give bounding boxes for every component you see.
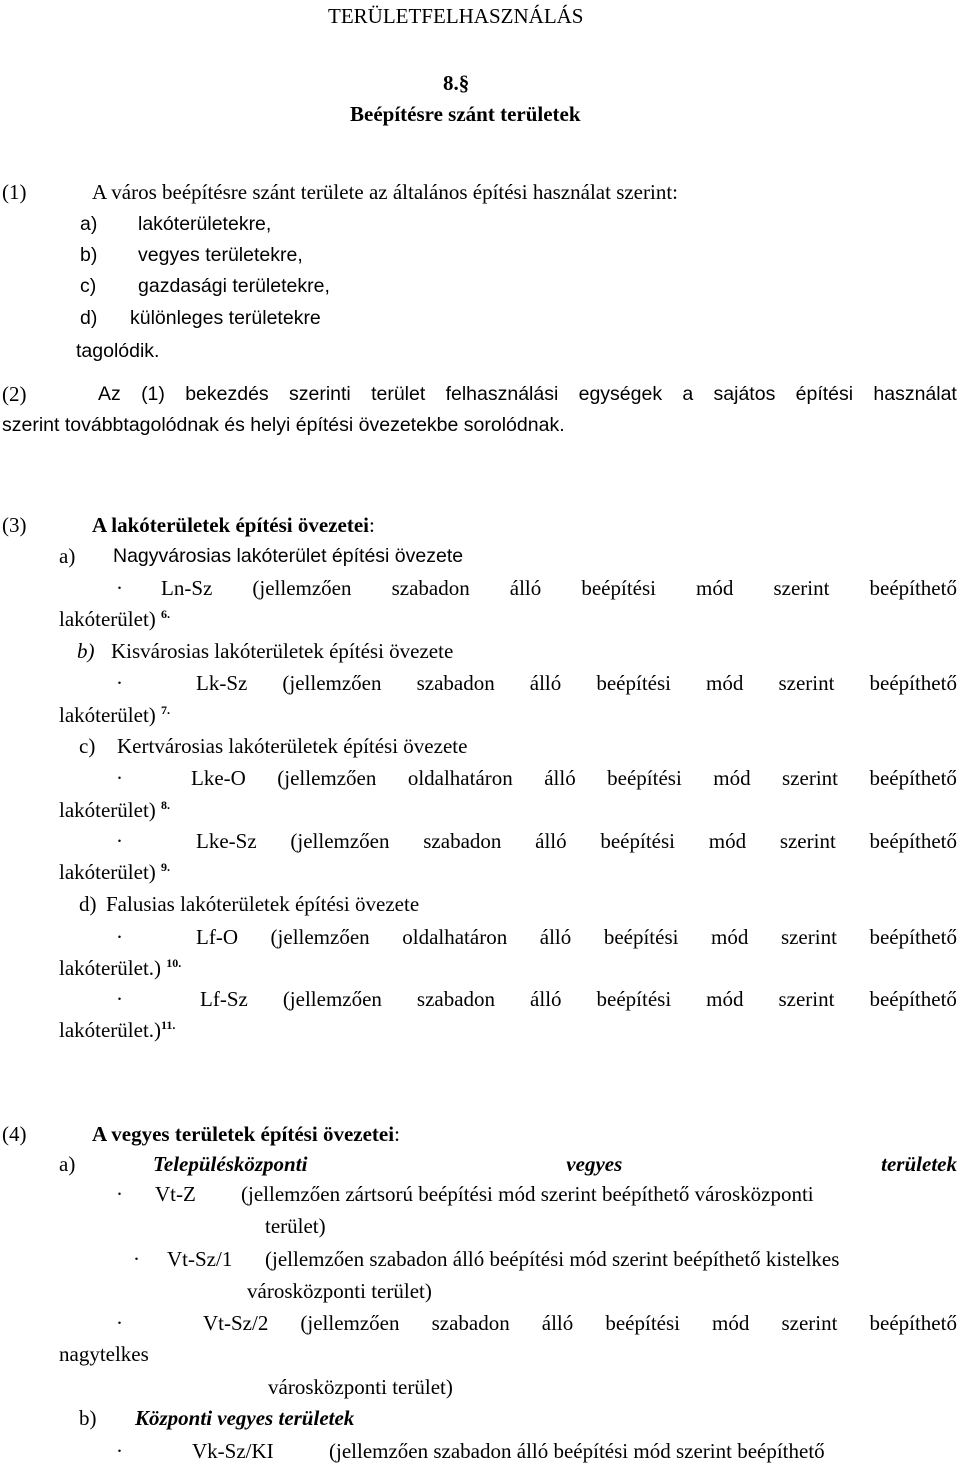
word: egységek	[578, 383, 663, 405]
word: beépíthető	[869, 671, 957, 695]
vksz-code: Vk-Sz/KI	[192, 1439, 274, 1463]
p4-a-line	[153, 1151, 957, 1177]
word: mód	[706, 671, 744, 695]
word: bekezdés	[185, 383, 269, 405]
word: szabadon	[391, 576, 470, 600]
p1-item-b-text: vegyes területekre,	[138, 244, 303, 266]
word: beépíthető	[869, 766, 957, 790]
word: oldalhatáron	[402, 925, 508, 949]
p4-number: (4)	[2, 1122, 27, 1146]
p3-number: (3)	[2, 513, 27, 537]
p3-heading-colon: :	[369, 513, 375, 537]
word: szerint	[782, 766, 838, 790]
p1-item-c-text: gazdasági területekre,	[138, 275, 330, 297]
p4-b-label: b)	[79, 1406, 97, 1430]
p3-d2-line	[200, 986, 957, 1012]
p1-intro: A város beépítésre szánt területe az általános építési használat szerint:	[92, 180, 679, 204]
word: mód	[696, 576, 734, 600]
word: beépítési	[600, 829, 675, 853]
footnote-ref: 6.	[161, 607, 171, 621]
p1-item-b-label: b)	[80, 244, 98, 266]
bullet: ·	[116, 671, 123, 695]
cont-text: lakóterület.)	[59, 956, 162, 980]
vtsz1-cont: városközponti terület)	[247, 1279, 432, 1303]
zone-code: Vt-Sz/2	[203, 1311, 269, 1335]
bullet: ·	[116, 925, 123, 949]
p3-c1-line	[191, 765, 957, 791]
p4-a-label: a)	[59, 1152, 76, 1176]
word: szerint	[779, 829, 836, 853]
word: (jellemzően	[282, 987, 382, 1011]
word: (jellemzően	[270, 925, 370, 949]
cont-text: lakóterület)	[59, 607, 156, 631]
bullet: ·	[116, 1439, 123, 1463]
zone-code: Lke-Sz	[196, 829, 257, 853]
p3-b1-line	[196, 670, 957, 696]
vksz-text: (jellemzően szabadon álló beépítési mód szerint beépíthető	[329, 1439, 825, 1463]
word: (jellemzően	[252, 576, 352, 600]
bullet: ·	[116, 987, 123, 1011]
word: (jellemzően	[277, 766, 377, 790]
zone-code: Ln-Sz	[161, 576, 213, 600]
word: szerint	[781, 1311, 838, 1335]
p3-c-text: Kertvárosias lakóterületek építési övezete	[117, 734, 468, 758]
bullet: ·	[133, 1247, 140, 1271]
vtsz2-cont2: városközponti terület)	[268, 1375, 453, 1399]
footnote-ref: 9.	[161, 860, 171, 874]
word: területek	[881, 1152, 957, 1176]
p3-b-text: Kisvárosias lakóterületek építési övezete	[111, 639, 454, 663]
word: mód	[713, 766, 751, 790]
p2-number: (2)	[2, 382, 27, 406]
bullet: ·	[116, 829, 123, 853]
p3-a-label: a)	[59, 544, 76, 568]
word: szerint	[778, 987, 835, 1011]
word: (jellemzően	[282, 671, 382, 695]
p1-item-a-label: a)	[80, 213, 98, 235]
word: beépítési	[596, 987, 672, 1011]
word: beépíthető	[869, 925, 957, 949]
bullet: ·	[116, 1182, 123, 1206]
zone-code: Lke-O	[191, 766, 246, 790]
vtz-text: (jellemzően zártsorú beépítési mód szerint beépíthető városközponti	[241, 1182, 814, 1206]
word: beépítési	[581, 576, 656, 600]
section-symbol: §	[458, 71, 470, 95]
vtsz1-code: Vt-Sz/1	[167, 1247, 233, 1271]
word: beépítési	[605, 1311, 680, 1335]
word: álló	[509, 576, 542, 600]
word: szerint	[780, 925, 837, 949]
word: beépíthető	[869, 576, 957, 600]
vtsz1-text: (jellemzően szabadon álló beépítési mód szerint beépíthető kistelkes	[265, 1247, 840, 1271]
zone-code: Lf-O	[196, 925, 238, 949]
word: szabadon	[416, 671, 495, 695]
word: beépítési	[596, 671, 671, 695]
footnote-ref: 10.	[166, 956, 182, 970]
p4-b-text: Központi vegyes területek	[135, 1406, 355, 1430]
word: beépíthető	[869, 1311, 957, 1335]
p3-d-label: d)	[79, 892, 97, 916]
p1-item-c-label: c)	[80, 275, 97, 297]
p3-d1-line	[196, 924, 957, 950]
word: mód	[711, 925, 749, 949]
p1-closing: tagolódik.	[76, 340, 160, 362]
p3-a-text: Nagyvárosias lakóterület építési övezete	[113, 545, 464, 567]
p1-item-a-text: lakóterületekre,	[138, 213, 272, 235]
p4-heading	[92, 1121, 400, 1147]
word: szerint	[778, 671, 835, 695]
p3-heading-text: A lakóterületek építési övezetei	[92, 513, 369, 537]
word: beépítési	[603, 925, 679, 949]
word: a	[682, 383, 694, 405]
word: szabadon	[431, 1311, 510, 1335]
word: mód	[712, 1311, 750, 1335]
p3-c2-cont	[59, 859, 170, 885]
p3-d-text: Falusias lakóterületek építési övezete	[106, 892, 420, 916]
bullet: ·	[116, 576, 123, 600]
section-heading: Beépítésre szánt területek	[350, 102, 581, 126]
word: (jellemzően	[300, 1311, 400, 1335]
word: szerinti	[288, 383, 351, 405]
p3-d1-cont	[59, 955, 181, 981]
p3-c-label: c)	[79, 734, 96, 758]
p2-line2: szerint továbbtagolódnak és helyi építési övezetekbe sorolódnak.	[2, 414, 565, 436]
footnote-ref: 8.	[161, 798, 171, 812]
p1-item-d-text: különleges területekre	[130, 307, 321, 329]
footnote-ref: 11.	[161, 1018, 176, 1032]
bullet: ·	[116, 766, 123, 790]
word: mód	[706, 987, 744, 1011]
p3-heading	[92, 512, 375, 538]
word: építési	[795, 383, 854, 405]
p3-c1-cont	[59, 797, 170, 823]
p3-d2-cont	[59, 1017, 175, 1043]
vtz-cont: terület)	[265, 1214, 326, 1238]
cont-text: lakóterület)	[59, 798, 156, 822]
p4-heading-colon: :	[394, 1122, 400, 1146]
cont-text: lakóterület)	[59, 703, 156, 727]
p2-line1	[98, 381, 957, 407]
zone-code: Lk-Sz	[196, 671, 248, 695]
bullet: ·	[116, 1311, 123, 1335]
word: álló	[529, 671, 562, 695]
cont-text: lakóterület)	[59, 860, 156, 884]
word: szabadon	[423, 829, 502, 853]
vtz-code: Vt-Z	[155, 1182, 196, 1206]
word: terület	[371, 383, 426, 405]
word: álló	[530, 987, 562, 1011]
section-number	[443, 70, 469, 96]
word: beépíthető	[869, 987, 957, 1011]
word: felhasználási	[445, 383, 559, 405]
word: Az	[98, 383, 121, 405]
word: (1)	[141, 383, 165, 405]
word: Településközponti	[153, 1152, 308, 1176]
word: álló	[544, 766, 576, 790]
vtsz2-cont: nagytelkes	[59, 1342, 149, 1366]
p3-b-label: b)	[77, 639, 95, 663]
p3-a1-cont	[59, 606, 170, 632]
word: vegyes	[566, 1152, 623, 1176]
word: oldalhatáron	[407, 766, 513, 790]
p3-a1-line	[161, 575, 957, 601]
word: álló	[539, 925, 572, 949]
word: álló	[541, 1311, 574, 1335]
word: használat	[873, 383, 957, 405]
vtsz2-line	[203, 1310, 957, 1336]
word: beépíthető	[869, 829, 957, 853]
footnote-ref: 7.	[161, 703, 171, 717]
p1-item-d-label: d)	[80, 307, 98, 329]
word: sajátos	[713, 383, 776, 405]
word: (jellemzően	[290, 829, 390, 853]
page-title: TERÜLETFELHASZNÁLÁS	[328, 4, 584, 28]
p3-c2-line	[196, 828, 957, 854]
word: álló	[535, 829, 567, 853]
p1-number: (1)	[2, 180, 27, 204]
section-number-value: 8.	[443, 71, 459, 95]
word: szerint	[773, 576, 830, 600]
cont-text: lakóterület.)	[59, 1018, 162, 1042]
p4-heading-text: A vegyes területek építési övezetei	[92, 1122, 395, 1146]
word: szabadon	[416, 987, 496, 1011]
word: beépítési	[607, 766, 682, 790]
p3-b1-cont	[59, 702, 170, 728]
word: mód	[708, 829, 747, 853]
zone-code: Lf-Sz	[200, 987, 248, 1011]
